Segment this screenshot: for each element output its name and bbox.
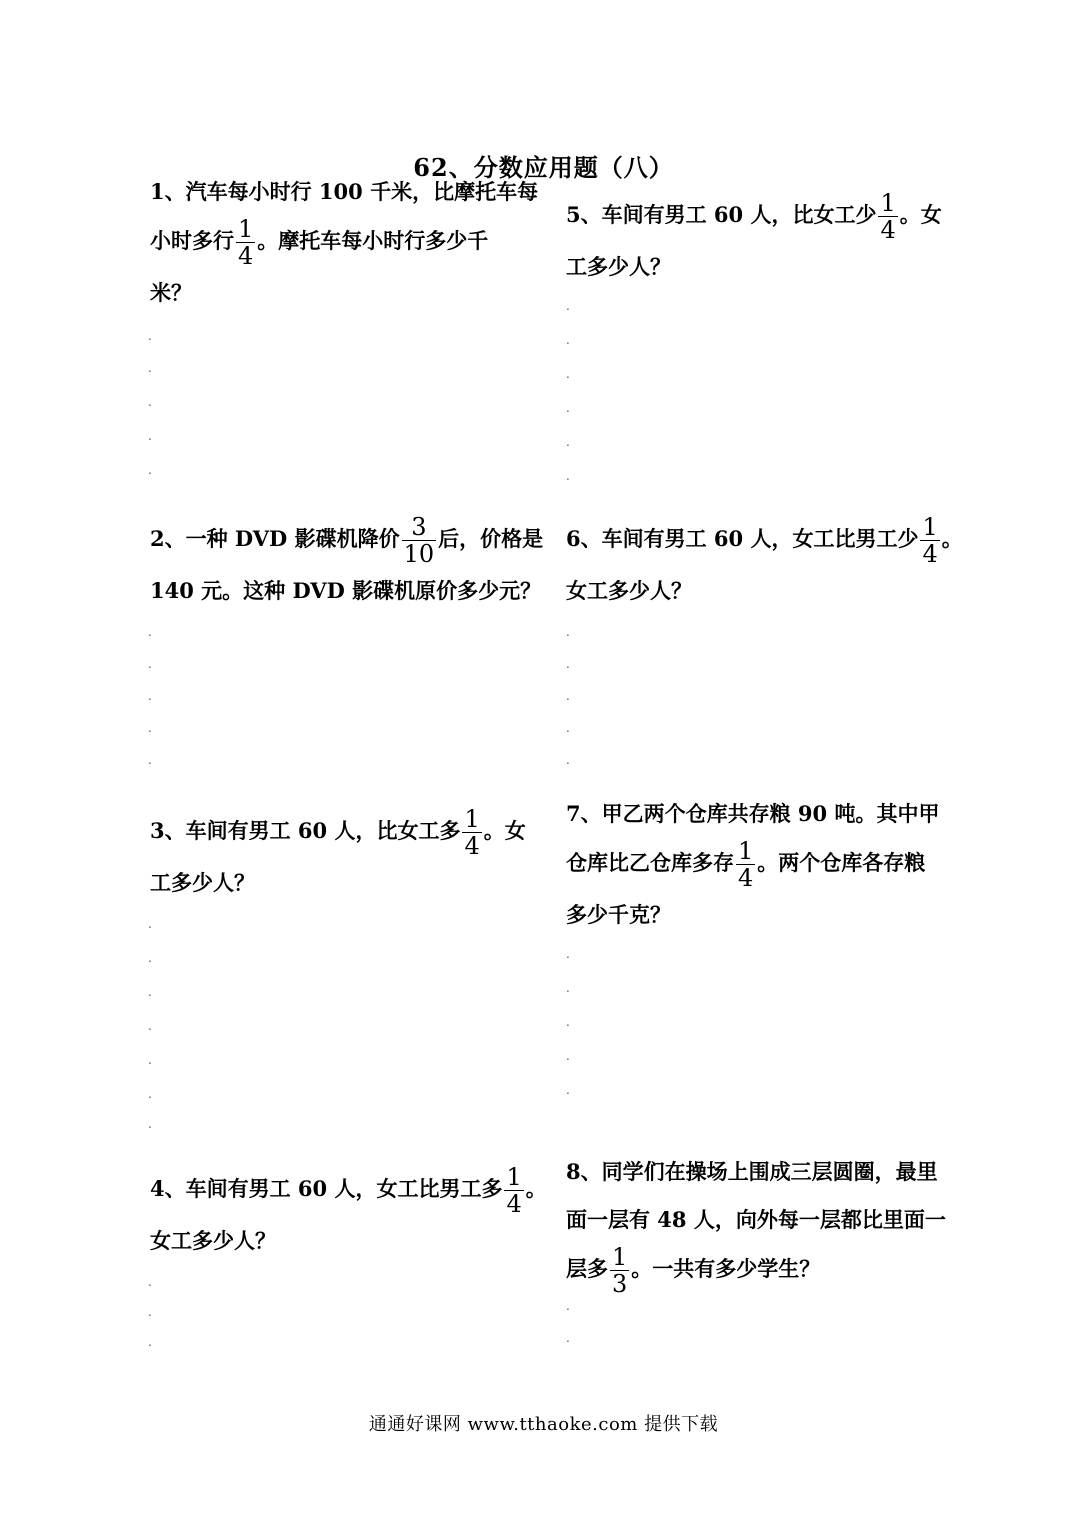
- fraction: $\frac{1}{4}$: [506, 1163, 522, 1218]
- paragraph-mark: .: [566, 981, 570, 995]
- paragraph-mark: .: [148, 429, 152, 443]
- paragraph-mark: .: [148, 463, 152, 477]
- problem-8-line-2: 面一层有 48 人，向外每一层都比里面一: [566, 1207, 946, 1232]
- paragraph-mark: .: [148, 917, 152, 931]
- paragraph-mark: .: [148, 1305, 152, 1319]
- problem-5-line-2: 工多少人？: [566, 254, 671, 279]
- paragraph-mark: .: [566, 469, 570, 483]
- problem-1-line-3: 米？: [150, 280, 192, 305]
- paragraph-mark: .: [148, 689, 152, 703]
- paragraph-mark: .: [566, 1083, 570, 1097]
- paragraph-mark: .: [566, 689, 570, 703]
- problem-7: [566, 790, 939, 939]
- paragraph-mark: .: [566, 753, 570, 767]
- paragraph-mark: .: [566, 1331, 570, 1345]
- paragraph-mark: .: [148, 361, 152, 375]
- paragraph-mark: .: [566, 367, 570, 381]
- paragraph-mark: .: [566, 947, 570, 961]
- footer-credit: 通通好课网 www.tthaoke.com 提供下载: [368, 1414, 719, 1435]
- paragraph-mark: .: [148, 951, 152, 965]
- paragraph-mark: .: [148, 1019, 152, 1033]
- paragraph-mark: .: [148, 721, 152, 735]
- paragraph-mark: .: [566, 1015, 570, 1029]
- fraction: $\frac{3}{10}$: [403, 513, 435, 568]
- paragraph-mark: .: [566, 721, 570, 735]
- problem-6-line-1: 6、车间有男工 60 人，女工比男工少 $\frac{1}{4}$ 。: [566, 513, 963, 568]
- paragraph-mark: .: [148, 1275, 152, 1289]
- problem-7-line-2: 仓库比乙仓库多存 $\frac{1}{4}$ 。两个仓库各存粮: [566, 837, 926, 892]
- fraction: $\frac{1}{3}$: [612, 1243, 628, 1298]
- fraction: $\frac{1}{4}$: [922, 513, 938, 568]
- paragraph-mark: .: [148, 657, 152, 671]
- paragraph-mark: .: [148, 753, 152, 767]
- problem-4-line-1: 4、车间有男工 60 人，女工比男工多 $\frac{1}{4}$ 。: [150, 1163, 547, 1218]
- fraction: $\frac{1}{4}$: [880, 189, 896, 244]
- problem-4: [150, 1164, 547, 1265]
- problem-6: [566, 514, 963, 615]
- paragraph-mark: .: [566, 625, 570, 639]
- problem-8-line-3: 层多 $\frac{1}{3}$ 。一共有多少学生？: [566, 1243, 821, 1298]
- problem-3-line-2: 工多少人？: [150, 870, 255, 895]
- paragraph-mark: .: [148, 1335, 152, 1349]
- paragraph-mark: .: [148, 985, 152, 999]
- paragraph-mark: .: [148, 395, 152, 409]
- problem-3: [150, 806, 526, 907]
- paragraph-mark: .: [148, 1087, 152, 1101]
- problem-2-line-2: 140 元。这种 DVD 影碟机原价多少元？: [150, 578, 542, 603]
- paragraph-mark: .: [566, 333, 570, 347]
- problem-7-line-1: 7、甲乙两个仓库共存粮 90 吨。其中甲: [566, 801, 940, 826]
- fraction: $\frac{1}{4}$: [738, 837, 754, 892]
- problem-5: [566, 190, 942, 291]
- fraction: $\frac{1}{4}$: [238, 215, 254, 270]
- paragraph-mark: .: [566, 401, 570, 415]
- paragraph-mark: .: [148, 329, 152, 343]
- paragraph-mark: .: [566, 1049, 570, 1063]
- problem-1-line-2: 小时多行 $\frac{1}{4}$ 。摩托车每小时行多少千: [150, 215, 489, 270]
- problem-5-line-1: 5、车间有男工 60 人，比女工少 $\frac{1}{4}$ 。女: [566, 189, 942, 244]
- paragraph-mark: .: [148, 1117, 152, 1131]
- paragraph-mark: .: [566, 299, 570, 313]
- problem-4-line-2: 女工多少人？: [150, 1228, 276, 1253]
- problem-8-line-1: 8、同学们在操场上围成三层圆圈，最里: [566, 1159, 938, 1184]
- problem-7-line-3: 多少千克？: [566, 902, 671, 927]
- paragraph-mark: .: [148, 1053, 152, 1067]
- fraction: $\frac{1}{4}$: [464, 805, 480, 860]
- problem-1-line-1: 1、汽车每小时行 100 千米，比摩托车每: [150, 179, 539, 204]
- problem-8: [566, 1148, 946, 1297]
- paragraph-mark: .: [566, 1299, 570, 1313]
- problem-1: [150, 168, 538, 317]
- paragraph-mark: .: [566, 657, 570, 671]
- problem-2: [150, 514, 543, 615]
- page-title: 62、分数应用题（八）: [413, 153, 674, 182]
- problem-2-line-1: 2、一种 DVD 影碟机降价 $\frac{3}{10}$ 后，价格是: [150, 513, 544, 568]
- problem-6-line-2: 女工多少人？: [566, 578, 692, 603]
- paragraph-mark: .: [566, 435, 570, 449]
- problem-3-line-1: 3、车间有男工 60 人，比女工多 $\frac{1}{4}$ 。女: [150, 805, 526, 860]
- paragraph-mark: .: [148, 625, 152, 639]
